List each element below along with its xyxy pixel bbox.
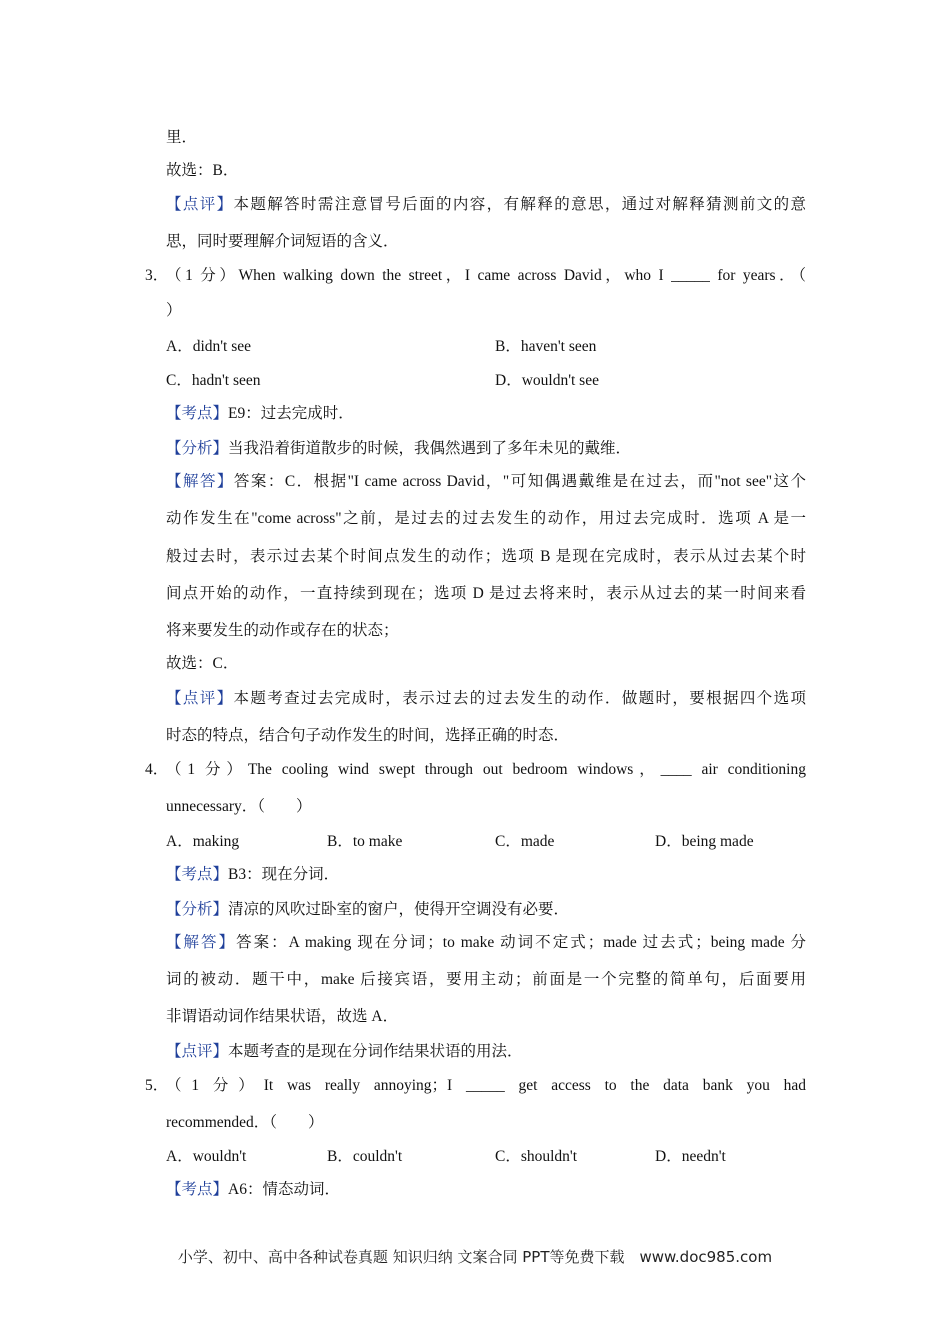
jieda-line: 将来要发生的动作或存在的状态； xyxy=(166,622,399,639)
kaodian-text: A6：情态动词． xyxy=(228,1181,340,1198)
jieda-tag: 【解答】 xyxy=(166,934,237,951)
dianping-line xyxy=(166,689,806,709)
kaodian-text: B3：现在分词． xyxy=(228,866,340,883)
fenxi-text: 清凉的风吹过卧室的窗户，使得开空调没有必要． xyxy=(228,901,570,918)
comment-line: 思，同时要理解介词短语的含义． xyxy=(166,233,399,250)
option-d: D．wouldn't see xyxy=(495,372,599,389)
fenxi-line xyxy=(166,900,806,920)
jieda-line xyxy=(166,472,806,492)
dianping-tag: 【点评】 xyxy=(166,1043,229,1060)
question-number: 5． xyxy=(145,1077,169,1094)
footer-watermark: 小学、初中、高中各种试卷真题 知识归纳 文案合同 PPT等免费下载 www.doc985.com xyxy=(177,1248,773,1266)
jieda-line: 间点开始的动作，一直持续到现在；选项 D 是过去将来时，表示从过去的某一时间来看 xyxy=(166,585,806,602)
question-stem-cont: ） xyxy=(166,302,182,319)
kaodian-line xyxy=(166,404,806,424)
jieda-line xyxy=(166,933,806,953)
jieda-line: 动作发生在"come across"之前，是过去的过去发生的动作，用过去完成时．选项 A 是一 xyxy=(166,510,806,527)
comment-tag: 【点评】 xyxy=(166,196,234,213)
dianping-text: 本题考查过去完成时，表示过去的过去发生的动作．做题时，要根据四个选项 xyxy=(233,690,806,707)
kaodian-tag: 【考点】 xyxy=(166,1181,229,1198)
dianping-line xyxy=(166,1042,806,1062)
fenxi-tag: 【分析】 xyxy=(166,901,229,918)
jieda-tag: 【解答】 xyxy=(166,473,234,490)
dianping-text: 本题考查的是现在分词作结果状语的用法． xyxy=(228,1043,523,1060)
question-number: 4． xyxy=(145,761,169,778)
dianping-line: 时态的特点，结合句子动作发生的时间，选择正确的时态． xyxy=(166,727,570,744)
fenxi-text: 当我沿着街道散步的时候，我偶然遇到了多年未见的戴维． xyxy=(228,440,632,457)
comment-line xyxy=(166,195,806,215)
option-b: B．to make xyxy=(327,833,403,850)
question-stem-cont: unnecessary．（ ） xyxy=(166,798,312,815)
option-a: A．didn't see xyxy=(166,338,252,355)
option-d: D．needn't xyxy=(655,1148,726,1165)
kaodian-line xyxy=(166,865,806,885)
option-c: C．shouldn't xyxy=(495,1148,578,1165)
jieda-text: 答案：A making 现在分词；to make 动词不定式；made 过去式；being made 分 xyxy=(236,934,806,951)
comment-text: 本题解答时需注意冒号后面的内容，有解释的意思，通过对解释猜测前文的意 xyxy=(233,196,806,213)
text-line: 里． xyxy=(166,129,198,146)
jieda-line: 般过去时，表示过去某个时间点发生的动作；选项 B 是现在完成时，表示从过去某个时 xyxy=(166,548,806,565)
dianping-tag: 【点评】 xyxy=(166,690,234,707)
jieda-line: 非谓语动词作结果状语，故选 A． xyxy=(166,1008,399,1025)
kaodian-text: E9：过去完成时． xyxy=(228,405,354,422)
answer-line: 故选：C． xyxy=(166,655,239,672)
kaodian-tag: 【考点】 xyxy=(166,866,229,883)
option-a: A．making xyxy=(166,833,240,850)
question-stem: （1 分）When walking down the street，I came across David，who I _____ for years．（ xyxy=(166,267,806,284)
kaodian-line xyxy=(166,1180,806,1200)
option-b: B．couldn't xyxy=(327,1148,403,1165)
answer-line: 故选：B． xyxy=(166,162,239,179)
option-c: C．made xyxy=(495,833,555,850)
fenxi-tag: 【分析】 xyxy=(166,440,229,457)
question-stem: （1 分）The cooling wind swept through out bedroom windows，____ air conditioning xyxy=(166,761,806,778)
question-stem-cont: recommended．（ ） xyxy=(166,1114,324,1131)
option-c: C．hadn't seen xyxy=(166,372,261,389)
question-number: 3． xyxy=(145,267,169,284)
option-d: D．being made xyxy=(655,833,754,850)
fenxi-line xyxy=(166,439,806,459)
option-b: B．haven't seen xyxy=(495,338,597,355)
kaodian-tag: 【考点】 xyxy=(166,405,229,422)
jieda-line: 词的被动．题干中，make 后接宾语，要用主动；前面是一个完整的简单句，后面要用 xyxy=(166,971,806,988)
jieda-text: 答案：C．根据"I came across David，"可知偶遇戴维是在过去，而"not see"这个 xyxy=(233,473,806,490)
option-a: A．wouldn't xyxy=(166,1148,247,1165)
question-stem: （1 分）It was really annoying；I _____ get access to the data bank you had xyxy=(166,1077,806,1094)
